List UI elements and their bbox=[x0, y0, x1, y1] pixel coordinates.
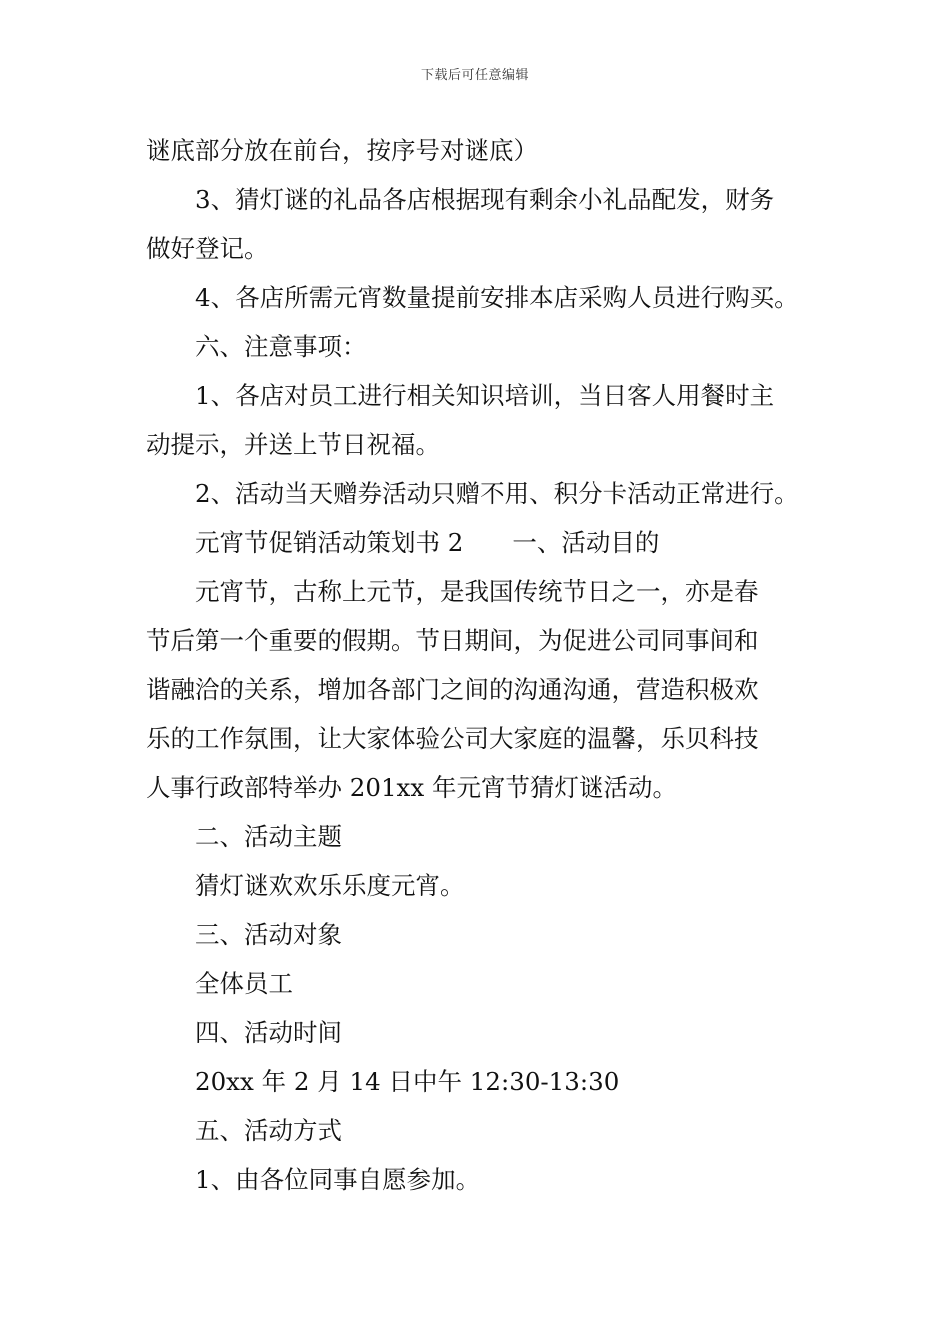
text-line: 谐融洽的关系，增加各部门之间的沟通沟通，营造积极欢 bbox=[146, 675, 759, 704]
text-line: 三、活动对象 bbox=[195, 920, 342, 949]
text-line: 动提示，并送上节日祝福。 bbox=[146, 430, 440, 459]
text-line: 1、由各位同事自愿参加。 bbox=[195, 1165, 481, 1194]
text-line: 4、各店所需元宵数量提前安排本店采购人员进行购买。 bbox=[195, 283, 799, 312]
text-line: 1、各店对员工进行相关知识培训，当日客人用餐时主 bbox=[195, 381, 775, 410]
text-line: 全体员工 bbox=[195, 969, 293, 998]
text-line: 猜灯谜欢欢乐乐度元宵。 bbox=[195, 871, 465, 900]
text-line: 做好登记。 bbox=[146, 234, 269, 263]
text-line: 五、活动方式 bbox=[195, 1116, 342, 1145]
text-line: 元宵节促销活动策划书 2 一、活动目的 bbox=[195, 528, 660, 557]
text-line: 人事行政部特举办 201xx 年元宵节猜灯谜活动。 bbox=[146, 773, 677, 802]
text-line: 元宵节，古称上元节，是我国传统节日之一，亦是春 bbox=[195, 577, 759, 606]
text-line: 谜底部分放在前台，按序号对谜底） bbox=[146, 136, 538, 165]
text-line: 2、活动当天赠券活动只赠不用、积分卡活动正常进行。 bbox=[195, 479, 799, 508]
text-line: 乐的工作氛围，让大家体验公司大家庭的温馨，乐贝科技 bbox=[146, 724, 759, 753]
text-line: 二、活动主题 bbox=[195, 822, 342, 851]
text-line: 四、活动时间 bbox=[195, 1018, 342, 1047]
document-body bbox=[146, 126, 810, 1204]
text-line: 六、注意事项： bbox=[195, 332, 367, 361]
text-line: 20xx 年 2 月 14 日中午 12:30-13:30 bbox=[195, 1067, 620, 1096]
text-line: 3、猜灯谜的礼品各店根据现有剩余小礼品配发，财务 bbox=[195, 185, 775, 214]
page-header-note: 下载后可任意编辑 bbox=[420, 68, 529, 83]
text-line: 节后第一个重要的假期。节日期间，为促进公司同事间和 bbox=[146, 626, 759, 655]
